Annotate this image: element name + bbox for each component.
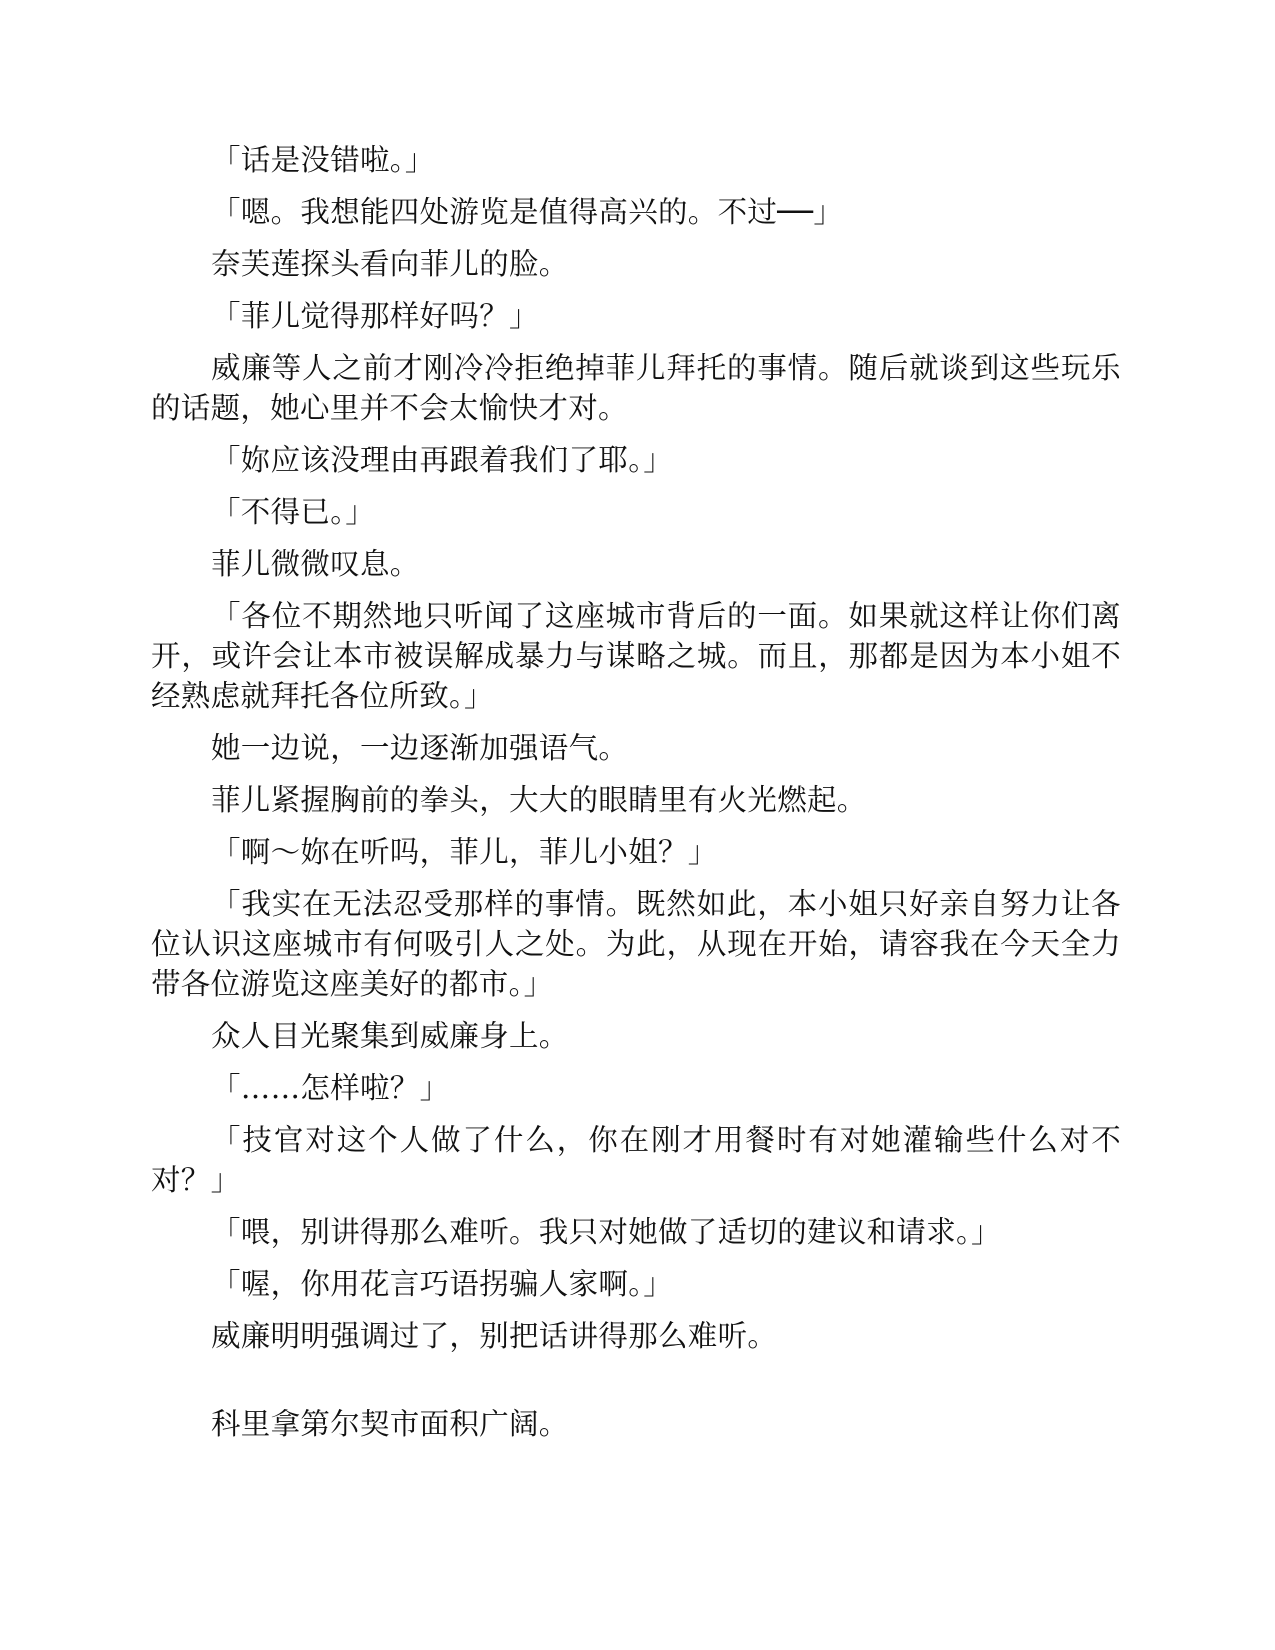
paragraph-4: 「菲儿觉得那样好吗？」	[211, 299, 539, 333]
paragraph-18: 「喔，你用花言巧语拐骗人家啊。」	[211, 1267, 674, 1301]
paragraph-17: 「喂，别讲得那么难听。我只对她做了适切的建议和请求。」	[211, 1215, 1001, 1249]
paragraph-19: 威廉明明强调过了，别把话讲得那么难听。	[211, 1319, 778, 1353]
paragraph-13: 「我实在无法忍受那样的事情。既然如此，本小姐只好亲自努力让各位认识这座城市有何吸引人之处。为此，从现在开始，请容我在今天全力带各位游览这座美好的都市。」	[151, 887, 1121, 1001]
paragraph-12: 「啊～妳在听吗，菲儿，菲儿小姐？」	[211, 835, 718, 869]
paragraph-6: 「妳应该没理由再跟着我们了耶。」	[211, 443, 674, 477]
document-body	[151, 140, 1121, 1456]
paragraph-7: 「不得已。」	[211, 495, 376, 529]
paragraph-10: 她一边说，一边逐渐加强语气。	[211, 731, 629, 765]
paragraph-11: 菲儿紧握胸前的拳头，大大的眼睛里有火光燃起。	[211, 783, 867, 817]
paragraph-20: 科里拿第尔契市面积广阔。	[211, 1407, 569, 1441]
paragraph-5: 威廉等人之前才刚冷冷拒绝掉菲儿拜托的事情。随后就谈到这些玩乐的话题，她心里并不会太愉快才对。	[151, 351, 1121, 425]
paragraph-2: 「嗯。我想能四处游览是值得高兴的。不过──」	[211, 195, 844, 229]
paragraph-16: 「技官对这个人做了什么，你在刚才用餐时有对她灌输些什么对不对？」	[151, 1123, 1121, 1197]
paragraph-1: 「话是没错啦。」	[211, 143, 435, 177]
paragraph-8: 菲儿微微叹息。	[211, 547, 420, 581]
paragraph-15: 「……怎样啦？」	[211, 1071, 450, 1105]
paragraph-9: 「各位不期然地只听闻了这座城市背后的一面。如果就这样让你们离开，或许会让本市被误解成暴力与谋略之城。而且，那都是因为本小姐不经熟虑就拜托各位所致。」	[151, 599, 1121, 713]
paragraph-14: 众人目光聚集到威廉身上。	[211, 1019, 569, 1053]
paragraph-3: 奈芙莲探头看向菲儿的脸。	[211, 247, 569, 281]
